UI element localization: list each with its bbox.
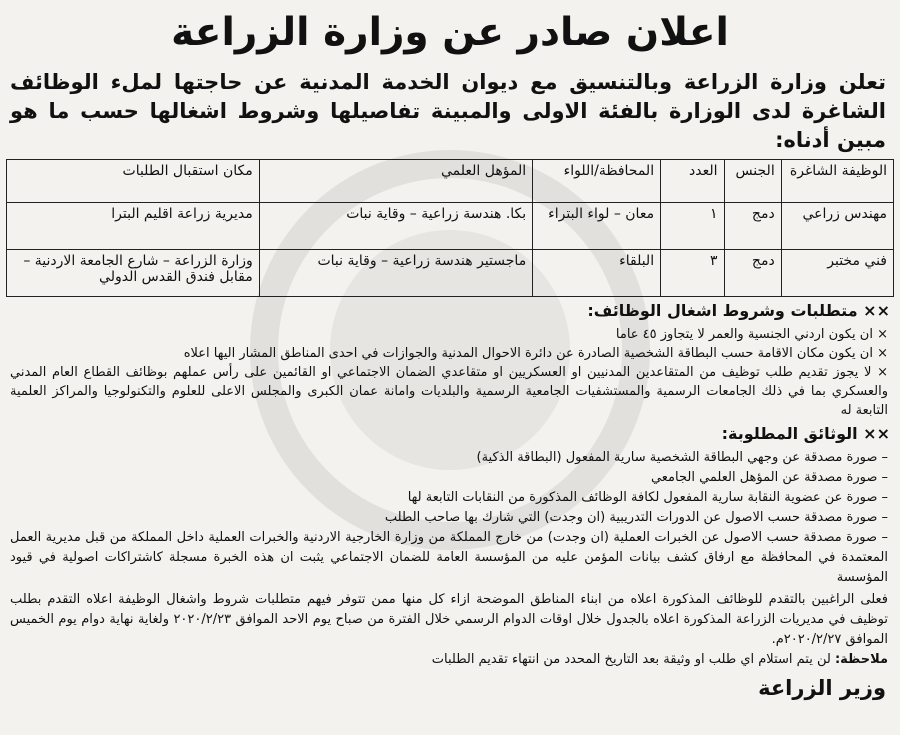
cell-qualification: بكا. هندسة زراعية – وقاية نبات	[259, 203, 532, 250]
document-item: – صورة مصدقة عن وجهي البطاقة الشخصية سارية المفعول (البطاقة الذكية)	[476, 450, 888, 465]
cell-job-title: فني مختبر	[781, 250, 893, 297]
cell-count: ٣	[661, 250, 724, 297]
header-count: العدد	[661, 160, 724, 203]
table-header-row	[7, 160, 894, 203]
vacancies-table	[6, 159, 894, 297]
closing-paragraph: فعلى الراغبين بالتقدم للوظائف المذكورة اعلاه من ابناء المناطق الموضحة ازاء كل منها ممن تتوفر فيهم متطلبات شروط واشغال الوظيفة اعلاه التقدم بطلب توظيف في مديريات الزراعة المذكورة اعلاه بالجدول خلال اوقات الدوام الرسمي خلال الفترة من صباح يوم الاحد الموافق ٢٠٢٠/٢/٢٣ ولغاية نهاية دوام يوم الخميس الموافق ٢٠٢٠/٢/٢٧م.	[10, 592, 888, 647]
announcement-intro: تعلن وزارة الزراعة وبالتنسيق مع ديوان الخدمة المدنية عن حاجتها لملء الوظائف الشاغرة لدى الوزارة بالفئة الاولى والمبينة تفاصيلها وشروط اشغالها حسب ما هو مبين أدناه:	[10, 70, 886, 152]
cell-application-place: مديرية زراعة اقليم البترا	[7, 203, 260, 250]
table-row	[7, 203, 894, 250]
cell-gender: دمج	[724, 203, 781, 250]
header-application-place: مكان استقبال الطلبات	[7, 160, 260, 203]
cell-application-place: وزارة الزراعة – شارع الجامعة الاردنية – مقابل فندق القدس الدولي	[7, 250, 260, 297]
minister-signature: وزير الزراعة	[758, 676, 886, 700]
document-item: – صورة عن عضوية النقابة سارية المفعول لكافة الوظائف المذكورة من النقابات التابعة لها	[407, 490, 888, 505]
table-row	[7, 250, 894, 297]
cell-governorate: معان – لواء البتراء	[533, 203, 661, 250]
cell-count: ١	[661, 203, 724, 250]
documents-heading: ×× الوثائق المطلوبة:	[721, 424, 890, 443]
requirements-heading: ×× متطلبات وشروط اشغال الوظائف:	[587, 301, 890, 320]
document-item: – صورة مصدقة حسب الاصول عن الخبرات العملية (ان وجدت) من خارج المملكة من وزارة الخارجية الاردنية والخبرات العملية داخل المملكة من قبل مديرية العمل المعتمدة في المحافظة مع ارفاق كشف بيانات المؤمن عليه من المؤسسة العامة للضمان الاجتماعي يثبت ان هذه الخبرة مسجلة كاشتراكات اصولية في قيود المؤسسة	[10, 530, 888, 585]
requirement-item: × ان يكون اردني الجنسية والعمر لا يتجاوز ٤٥ عاما	[615, 327, 888, 342]
requirement-item: × ان يكون مكان الاقامة حسب البطاقة الشخصية الصادرة عن دائرة الاحوال المدنية والجوازات في احدى المناطق المشار اليها اعلاه	[183, 346, 888, 361]
note-text: لن يتم استلام اي طلب او وثيقة بعد التاريخ المحدد من انتهاء تقديم الطلبات	[431, 652, 831, 667]
header-governorate: المحافظة/اللواء	[533, 160, 661, 203]
cell-gender: دمج	[724, 250, 781, 297]
announcement-title: اعلان صادر عن وزارة الزراعة	[171, 10, 729, 55]
note	[10, 650, 888, 670]
cell-job-title: مهندس زراعي	[781, 203, 893, 250]
cell-qualification: ماجستير هندسة زراعية – وقاية نبات	[259, 250, 532, 297]
cell-governorate: البلقاء	[533, 250, 661, 297]
requirement-item: × لا يجوز تقديم طلب توظيف من المتقاعدين المدنيين او العسكريين او متقاعدي الضمان الاجتماعي او القائمين على رأس عملهم بوظائف القطاع العام المدني والعسكري بما في ذلك الجامعات الرسمية والمستشفيات الجامعية الرسمية والبلديات وامانة عمان الكبرى والمجلس الاعلى للعلوم والتكنولوجيا والمراكز العلمية التابعة له	[10, 365, 888, 418]
header-job-title: الوظيفة الشاغرة	[781, 160, 893, 203]
header-gender: الجنس	[724, 160, 781, 203]
header-qualification: المؤهل العلمي	[259, 160, 532, 203]
note-label: ملاحظة:	[834, 652, 888, 667]
document-item: – صورة مصدقة حسب الاصول عن الدورات التدريبية (ان وجدت) التي شارك بها صاحب الطلب	[384, 510, 888, 525]
document-item: – صورة مصدقة عن المؤهل العلمي الجامعي	[650, 470, 888, 485]
